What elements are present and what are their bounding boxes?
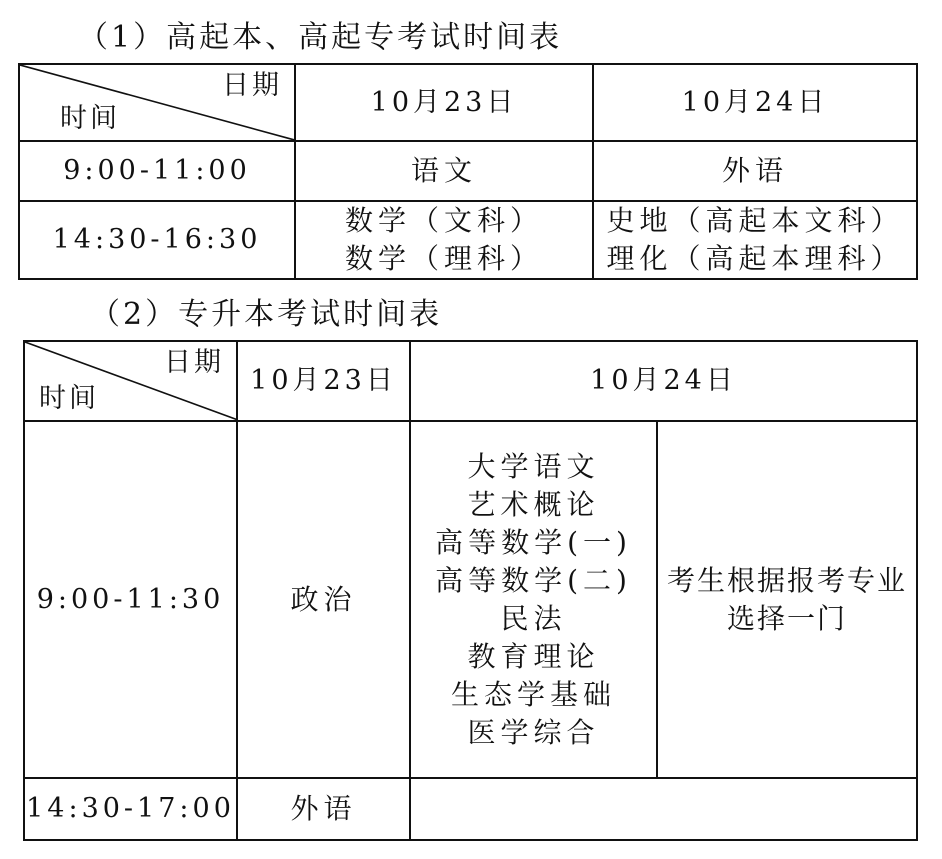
table2-title: （2）专升本考试时间表 bbox=[90, 297, 443, 332]
subject-line: 高等数学(一) bbox=[435, 525, 632, 559]
subject-line: 大学语文 bbox=[467, 449, 600, 483]
time-slot: 14:30-16:30 bbox=[19, 201, 295, 279]
time-slot: 9:00-11:30 bbox=[24, 421, 237, 778]
subject-cell: 外语 bbox=[237, 778, 410, 840]
table2-diagonal-header-cell bbox=[24, 341, 237, 421]
subject-line: 理化（高起本理科） bbox=[606, 242, 904, 275]
selection-note-cell bbox=[657, 421, 917, 778]
subject-cell: 语文 bbox=[295, 141, 593, 201]
table2-date-oct23: 10月23日 bbox=[237, 341, 410, 421]
subject-cell bbox=[295, 201, 593, 279]
time-slot: 9:00-11:00 bbox=[19, 141, 295, 201]
table1-header-row bbox=[19, 64, 917, 141]
subject-line: 数学（理科） bbox=[344, 242, 543, 275]
subject-cell: 外语 bbox=[593, 141, 917, 201]
table-row bbox=[19, 141, 917, 201]
table2-header-row bbox=[24, 341, 917, 421]
table-row bbox=[19, 201, 917, 279]
table-row bbox=[24, 421, 917, 778]
table1-diagonal-header-cell bbox=[19, 64, 295, 141]
subject-line: 数学（文科） bbox=[344, 204, 543, 237]
table1-date-oct24: 10月24日 bbox=[593, 64, 917, 141]
subject-line: 教育理论 bbox=[467, 639, 600, 673]
note-line: 考生根据报考专业 bbox=[666, 563, 907, 597]
subject-cell bbox=[593, 201, 917, 279]
empty-cell bbox=[410, 778, 917, 840]
table1-date-oct23: 10月23日 bbox=[295, 64, 593, 141]
subject-line: 史地（高起本文科） bbox=[606, 204, 904, 237]
exam-schedule-table-1 bbox=[18, 63, 918, 280]
table1-title: （1）高起本、高起专考试时间表 bbox=[78, 20, 563, 55]
subject-list-cell bbox=[410, 421, 657, 778]
table2-date-oct24: 10月24日 bbox=[410, 341, 917, 421]
note-line: 选择一门 bbox=[726, 601, 847, 635]
subject-line: 高等数学(二) bbox=[435, 563, 632, 597]
exam-schedule-table-2 bbox=[23, 340, 918, 841]
time-label: 时间 bbox=[39, 383, 99, 414]
subject-cell: 政治 bbox=[237, 421, 410, 778]
time-slot: 14:30-17:00 bbox=[24, 778, 237, 840]
date-label: 日期 bbox=[222, 70, 282, 101]
subject-line: 生态学基础 bbox=[450, 677, 616, 711]
subject-line: 医学综合 bbox=[467, 715, 600, 749]
table-row bbox=[24, 778, 917, 840]
time-label: 时间 bbox=[60, 103, 120, 134]
date-label: 日期 bbox=[164, 347, 224, 378]
subject-line: 艺术概论 bbox=[467, 487, 600, 521]
subject-line: 民法 bbox=[500, 601, 567, 635]
